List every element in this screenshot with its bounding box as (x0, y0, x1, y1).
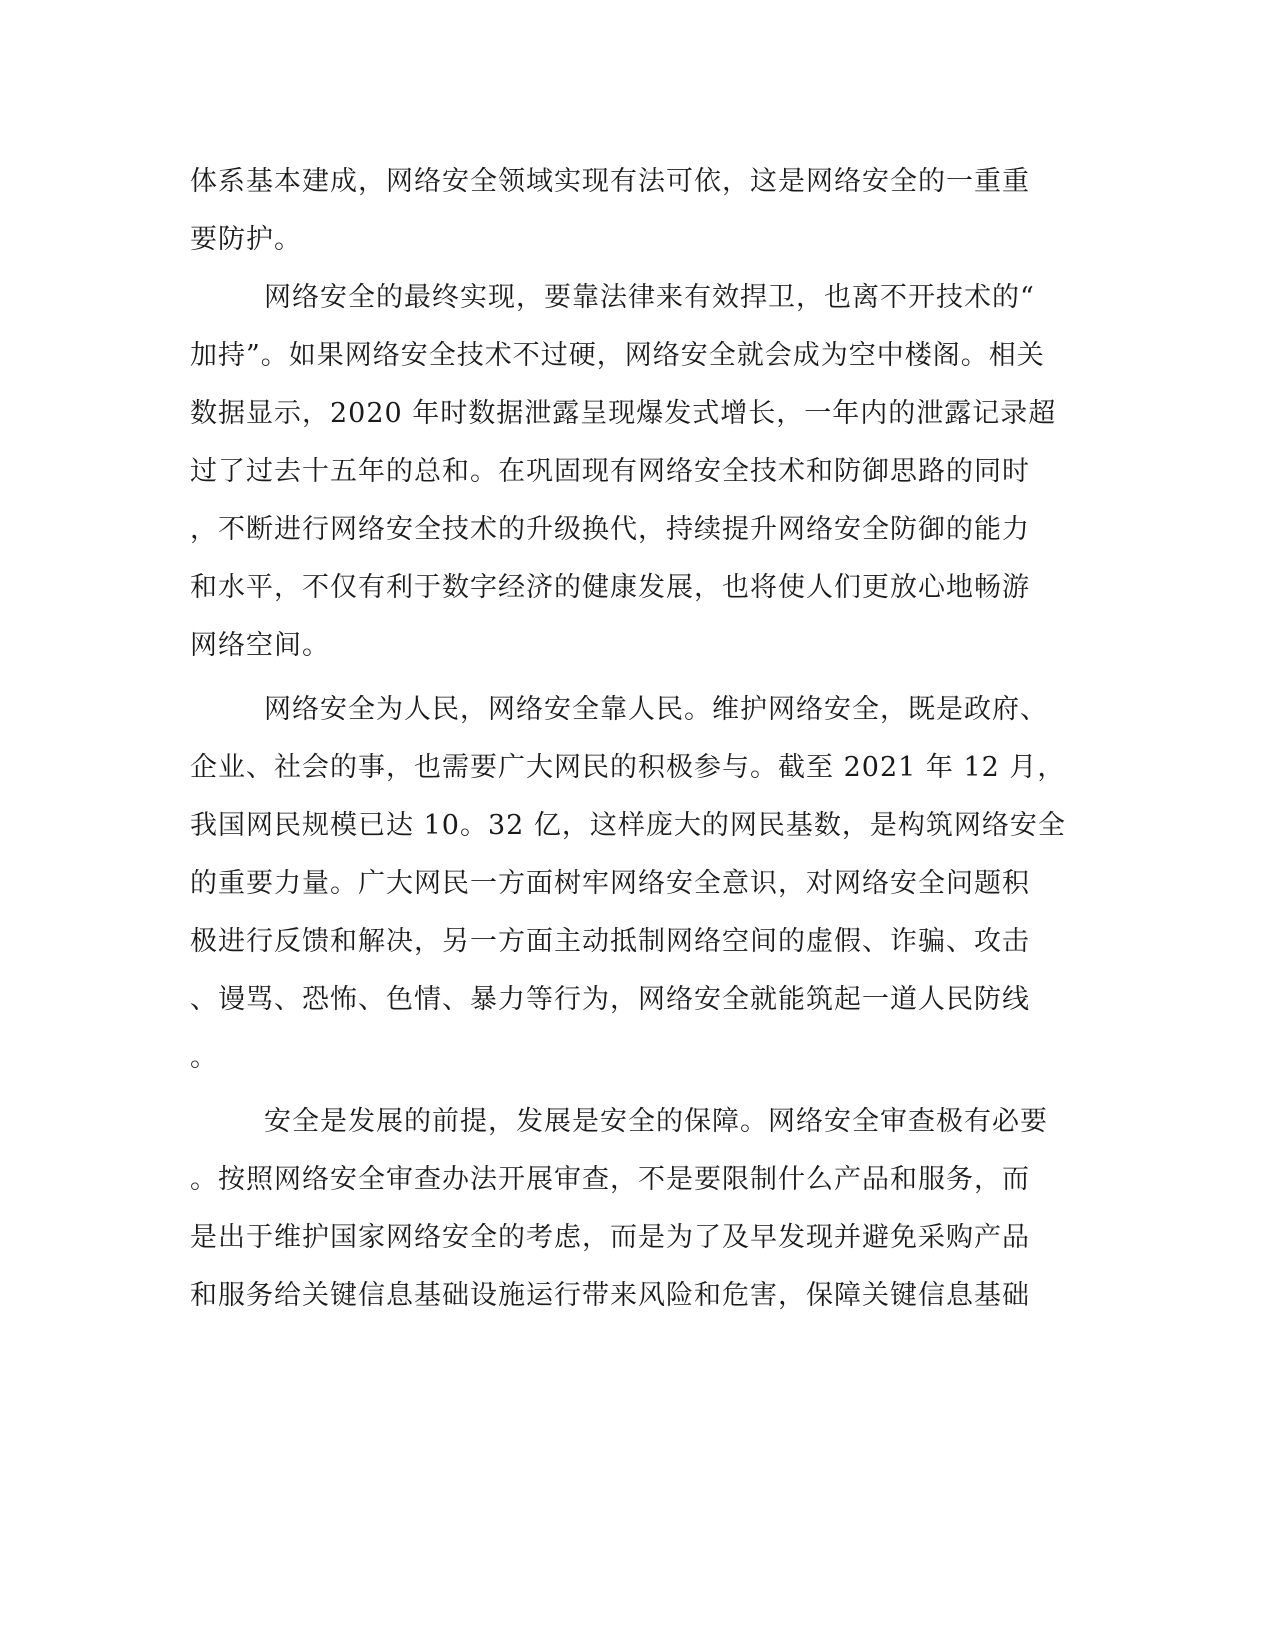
paragraph-line: 体系基本建成，网络安全领域实现有法可依，这是网络安全的一重重 (190, 166, 1030, 197)
paragraph-line: 。 (190, 1042, 218, 1073)
paragraph-line: 要防护。 (190, 224, 302, 255)
paragraph-line: 我国网民规模已达 10。32 亿，这样庞大的网民基数，是构筑网络安全 (190, 810, 1066, 841)
paragraph-line: 加持”。如果网络安全技术不过硬，网络安全就会成为空中楼阁。相关 (190, 340, 1045, 371)
paragraph-line: 。按照网络安全审查办法开展审查，不是要限制什么产品和服务，而 (190, 1164, 1030, 1195)
paragraph-line: 网络安全的最终实现，要靠法律来有效捍卫，也离不开技术的“ (264, 282, 1035, 313)
paragraph-line: 网络安全为人民，网络安全靠人民。维护网络安全，既是政府、 (264, 694, 1048, 725)
paragraph-line: 和水平，不仅有利于数字经济的健康发展，也将使人们更放心地畅游 (190, 572, 1030, 603)
paragraph-line: ，不断进行网络安全技术的升级换代，持续提升网络安全防御的能力 (190, 514, 1030, 545)
paragraph-line: 和服务给关键信息基础设施运行带来风险和危害，保障关键信息基础 (190, 1280, 1030, 1311)
paragraph-line: 的重要力量。广大网民一方面树牢网络安全意识，对网络安全问题积 (190, 868, 1030, 899)
paragraph-line: 安全是发展的前提，发展是安全的保障。网络安全审查极有必要 (264, 1106, 1048, 1137)
paragraph-line: 、谩骂、恐怖、色情、暴力等行为，网络安全就能筑起一道人民防线 (190, 984, 1030, 1015)
paragraph-line: 企业、社会的事，也需要广大网民的积极参与。截至 2021 年 12 月， (190, 752, 1066, 783)
paragraph-line: 是出于维护国家网络安全的考虑，而是为了及早发现并避免采购产品 (190, 1222, 1030, 1253)
paragraph-line: 过了过去十五年的总和。在巩固现有网络安全技术和防御思路的同时 (190, 456, 1030, 487)
paragraph-line: 数据显示，2020 年时数据泄露呈现爆发式增长，一年内的泄露记录超 (190, 398, 1057, 429)
paragraph-line: 网络空间。 (190, 630, 330, 661)
paragraph-line: 极进行反馈和解决，另一方面主动抵制网络空间的虚假、诈骗、攻击 (190, 926, 1030, 957)
